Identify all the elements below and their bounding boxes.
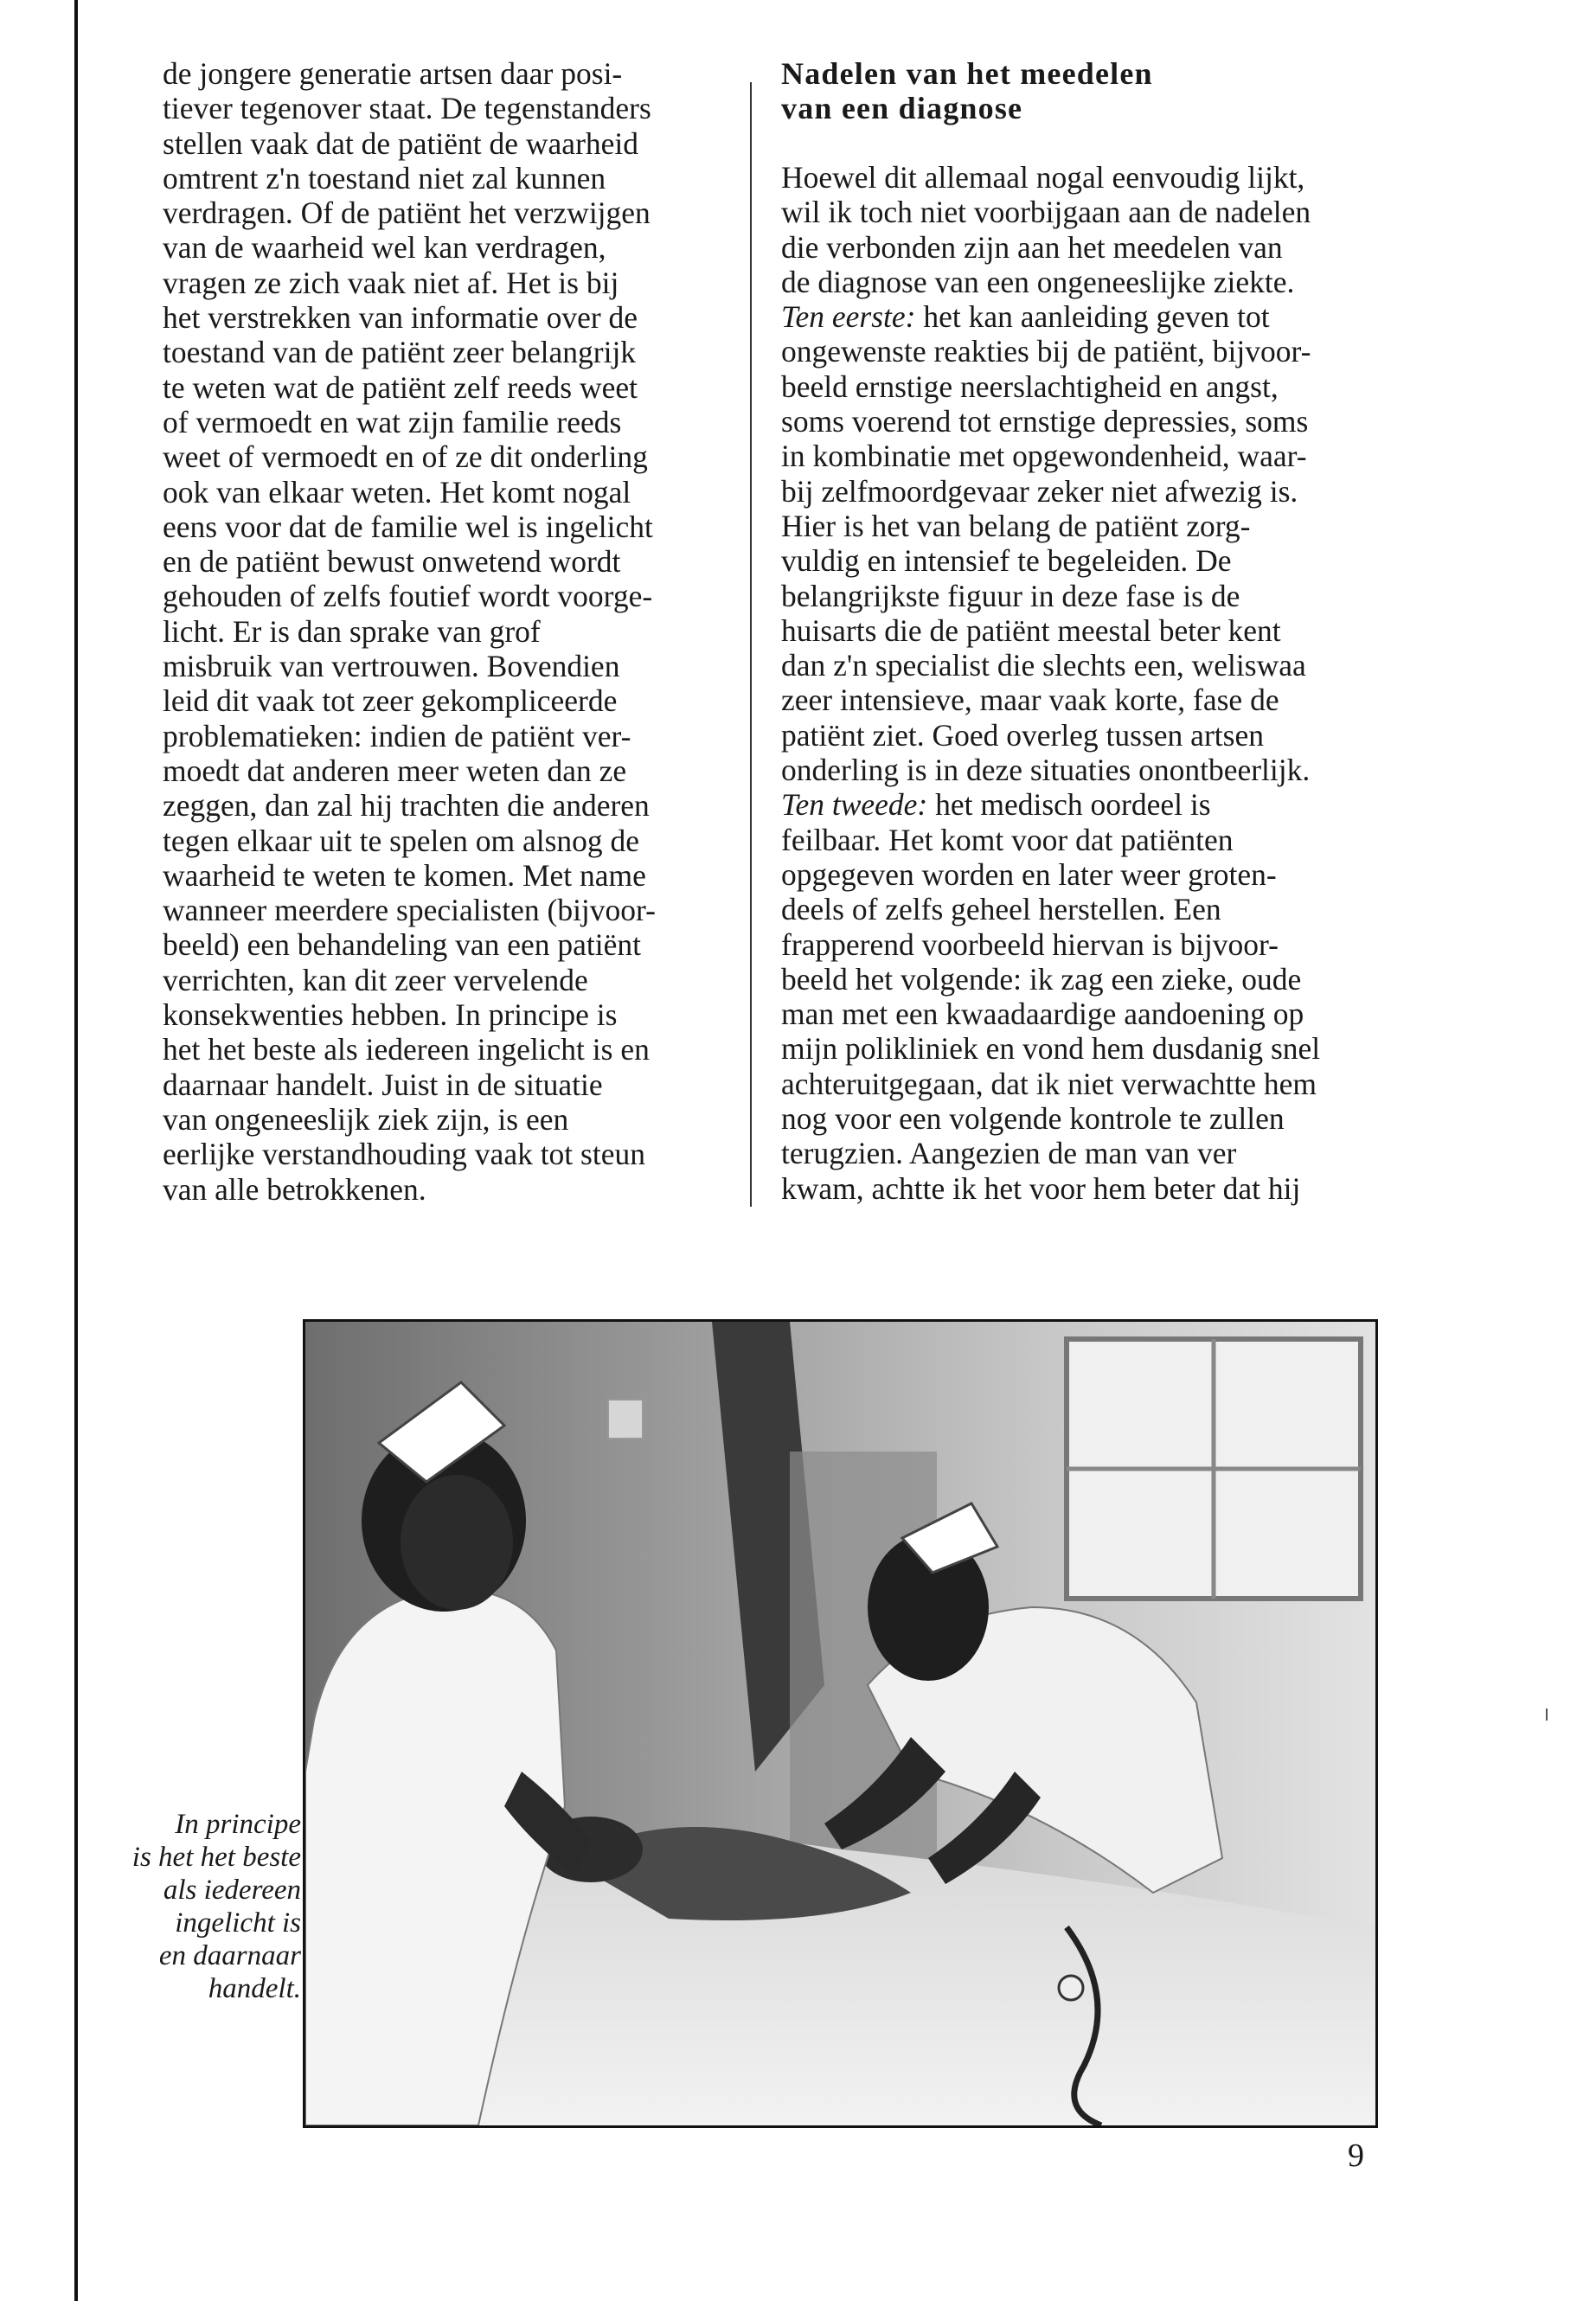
text-line: licht. Er is dan sprake van grof xyxy=(163,613,541,649)
left-margin-rule xyxy=(74,0,78,2301)
text-line: leid dit vaak tot zeer gekompliceerde xyxy=(163,683,618,719)
caption-line: is het het beste xyxy=(131,1842,301,1873)
left-column xyxy=(163,56,725,1207)
text-line xyxy=(781,787,1387,822)
text-line: beeld ernstige neerslachtigheid en angst, xyxy=(781,369,1279,404)
text-line: verdragen. Of de patiënt het verzwijgen xyxy=(163,195,651,231)
text-line: beeld) een behandeling van een patiënt xyxy=(163,927,641,963)
text-line: wil ik toch niet voorbijgaan aan de nadelen xyxy=(781,195,1311,230)
wall-switch xyxy=(608,1400,643,1439)
photo-caption xyxy=(112,1808,301,2005)
text-line: eens voor dat de familie wel is ingelicht xyxy=(163,509,653,544)
text-line: wanneer meerdere specialisten (bijvoor- xyxy=(163,893,656,928)
scan-mark xyxy=(1546,1708,1548,1721)
text-line: deels of zelfs geheel herstellen. Een xyxy=(781,892,1221,927)
text-line: Hoewel dit allemaal nogal eenvoudig lijkt, xyxy=(781,160,1305,195)
ten-tweede-label: Ten tweede: xyxy=(781,787,928,823)
text-line: het verstrekken van informatie over de xyxy=(163,300,638,336)
caption-line: ingelicht is xyxy=(175,1907,301,1939)
left-nurse-face xyxy=(401,1475,513,1610)
text-line: konsekwenties hebben. In principe is xyxy=(163,997,618,1033)
column-divider xyxy=(750,82,752,1207)
caption-line: als iedereen xyxy=(163,1875,301,1906)
text-line: nog voor een volgende kontrole te zullen xyxy=(781,1101,1285,1137)
text-line: dan z'n specialist die slechts een, weliswaa xyxy=(781,648,1306,683)
text-line: problematieken: indien de patiënt ver- xyxy=(163,718,631,753)
text-line: huisarts die de patiënt meestal beter kent xyxy=(781,612,1281,648)
text-line: zeggen, dan zal hij trachten die anderen xyxy=(163,788,650,824)
text-line: stellen vaak dat de patiënt de waarheid xyxy=(163,125,639,161)
text-line: opgegeven worden en later weer groten- xyxy=(781,856,1277,892)
page-number: 9 xyxy=(1348,2138,1364,2174)
text-line: belangrijkste figuur in deze fase is de xyxy=(781,578,1240,613)
ten-eerste-label: Ten eerste: xyxy=(781,299,916,335)
text-line: soms voerend tot ernstige depressies, soms xyxy=(781,404,1309,439)
text-line: kwam, achtte ik het voor hem beter dat hij xyxy=(781,1170,1301,1206)
text-line: onderling is in deze situaties onontbeerlijk. xyxy=(781,753,1311,788)
text-line: van ongeneeslijk ziek zijn, is een xyxy=(163,1101,569,1137)
text-line: tegen elkaar uit te spelen om alsnog de xyxy=(163,823,640,858)
text-line: verrichten, kan dit zeer vervelende xyxy=(163,962,588,997)
text-line xyxy=(781,299,1387,334)
text-line: vragen ze zich vaak niet af. Het is bij xyxy=(163,265,619,300)
text-line: terugzien. Aangezien de man van ver xyxy=(781,1136,1237,1171)
text-line: ongewenste reakties bij de patiënt, bijvoor- xyxy=(781,334,1311,369)
text-line: of vermoedt en wat zijn familie reeds xyxy=(163,404,622,439)
text-line: tiever tegenover staat. De tegenstanders xyxy=(163,91,651,126)
text-line: bij zelfmoordgevaar zeker niet afwezig is. xyxy=(781,473,1298,509)
heading-line: van een diagnose xyxy=(781,91,1023,125)
caption-line: handelt. xyxy=(208,1973,301,2004)
section-heading xyxy=(781,56,1387,125)
text-line: moedt dat anderen meer weten dan ze xyxy=(163,753,627,788)
caption-line: In principe xyxy=(175,1809,301,1840)
text-line: achteruitgegaan, dat ik niet verwachtte hem xyxy=(781,1066,1317,1101)
text-line: beeld het volgende: ik zag een zieke, oude xyxy=(781,961,1302,997)
text-line: patiënt ziet. Goed overleg tussen artsen xyxy=(781,717,1264,753)
text-line: eerlijke verstandhouding vaak tot steun xyxy=(163,1137,645,1172)
text-line: waarheid te weten te komen. Met name xyxy=(163,857,646,893)
text-line: feilbaar. Het komt voor dat patiënten xyxy=(781,822,1234,857)
text-line: man met een kwaadaardige aandoening op xyxy=(781,997,1304,1032)
text-line: weet of vermoedt en of ze dit onderling xyxy=(163,439,648,475)
text-line: zeer intensieve, maar vaak korte, fase de xyxy=(781,683,1279,718)
text-line: Hier is het van belang de patiënt zorg- xyxy=(781,508,1251,543)
text-line: van alle betrokkenen. xyxy=(163,1171,426,1207)
text-line: te weten wat de patiënt zelf reeds weet xyxy=(163,369,638,405)
text-line: vuldig en intensief te begeleiden. De xyxy=(781,543,1232,579)
caption-line: en daarnaar xyxy=(158,1940,301,1971)
text-line: de diagnose van een ongeneeslijke ziekte. xyxy=(781,264,1295,299)
text-line: en de patiënt bewust onwetend wordt xyxy=(163,544,621,580)
text-line: in kombinatie met opgewondenheid, waar- xyxy=(781,439,1307,474)
nurses-photograph xyxy=(303,1319,1378,2128)
right-column xyxy=(781,56,1387,1206)
text-line: van de waarheid wel kan verdragen, xyxy=(163,230,606,266)
text-line: toestand van de patiënt zeer belangrijk xyxy=(163,335,637,370)
text-line: frapperend voorbeeld hiervan is bijvoor- xyxy=(781,926,1279,962)
text-line: het het beste als iedereen ingelicht is en xyxy=(163,1032,650,1067)
text-run: het kan aanleiding geven tot xyxy=(915,299,1270,335)
text-line: daarnaar handelt. Juist in de situatie xyxy=(163,1067,603,1102)
heading-line: Nadelen van het meedelen xyxy=(781,56,1153,91)
photo-illustration xyxy=(305,1322,1375,2125)
text-line: mijn polikliniek en vond hem dusdanig snel xyxy=(781,1031,1321,1067)
text-line: de jongere generatie artsen daar posi- xyxy=(163,56,623,91)
text-line: die verbonden zijn aan het meedelen van xyxy=(781,229,1283,265)
text-run: het medisch oordeel is xyxy=(927,787,1211,823)
text-line: misbruik van vertrouwen. Bovendien xyxy=(163,649,620,684)
text-line: omtrent z'n toestand niet zal kunnen xyxy=(163,160,606,195)
text-line: gehouden of zelfs foutief wordt voorge- xyxy=(163,579,653,614)
text-line: ook van elkaar weten. Het komt nogal xyxy=(163,474,631,510)
